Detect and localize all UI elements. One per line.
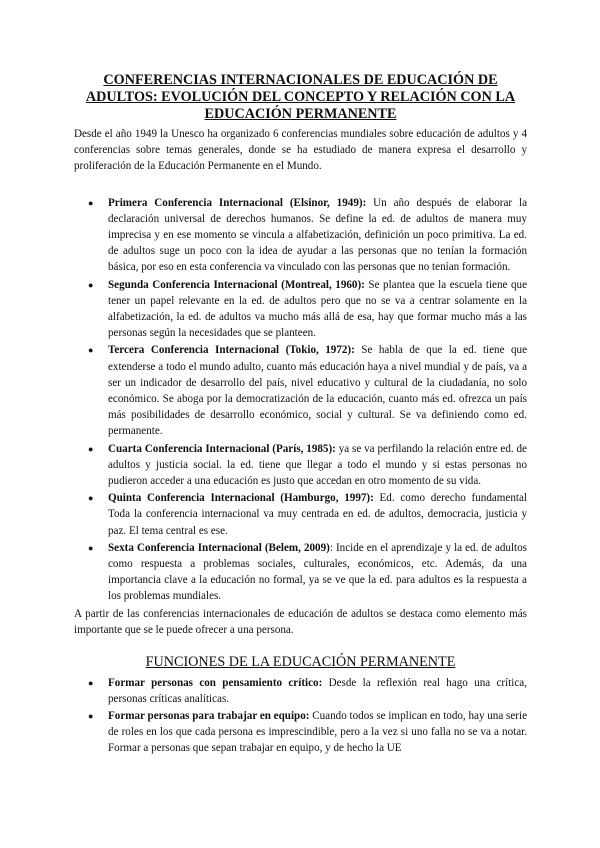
bullet-icon: ● — [88, 710, 94, 721]
list-item — [74, 490, 527, 539]
list-item — [74, 342, 527, 439]
item-heading: Cuarta Conferencia Internacional (París, 1985): — [108, 442, 336, 455]
item-heading: Primera Conferencia Internacional (Elsinor, 1949): — [108, 196, 367, 209]
item-heading: Formar personas con pensamiento crítico: — [108, 677, 323, 690]
list-item — [74, 540, 527, 605]
item-heading: Segunda Conferencia Internacional (Montreal, 1960): — [108, 278, 365, 291]
bullet-icon: ● — [88, 443, 94, 454]
bullet-icon: ● — [88, 542, 94, 553]
bullet-icon: ● — [88, 678, 94, 689]
item-heading: Sexta Conferencia Internacional (Belem, 2009) — [108, 541, 330, 554]
bullet-icon: ● — [88, 279, 94, 290]
list-item — [74, 277, 527, 342]
list-item — [74, 441, 527, 490]
item-text: Se habla de que la ed. tiene que extenderse a todo el mundo adulto, cuanto más educación haya a nivel mundial y de país, va a ser un indicador de desarrollo del país, nivel educativo y cultural de la ciudadanía, no solo económico. Se aboga por la democratización de la educación, cuanto más ed. ofrezca un país más posibilidades de desarrollo económico, social y cultural. Se va definiendo como ed. permanente. — [108, 344, 527, 438]
item-heading: Tercera Conferencia Internacional (Tokio, 1972): — [108, 344, 355, 357]
closing-paragraph: A partir de las conferencias internacionales de educación de adultos se destaca como elemento más importante que se le puede ofrecer a una persona. — [74, 607, 527, 636]
list-item — [74, 195, 527, 276]
intro-paragraph: Desde el año 1949 la Unesco ha organizado 6 conferencias mundiales sobre educación de adultos y 4 conferencias sobre temas generales, donde se ha estudiado de manera expresa el desarrollo y proliferación de la Educación Permanente en el Mundo. — [74, 128, 527, 173]
list-item — [74, 675, 527, 707]
item-text: Un año después de elaborar la declaración universal de derechos humanos. Se define la ed. de adultos de manera muy imprecisa y en ese momento se vincula a alfabetización, definición un poco primitiva. La ed. de adultos suge un poco con la idea de ayudar a las personas que no tenían la formación básica, por eso en esta conferencia va vinculado con las personas que no tenían formación. — [108, 196, 527, 274]
document-title: CONFERENCIAS INTERNACIONALES DE EDUCACIÓN DE ADULTOS: EVOLUCIÓN DEL CONCEPTO Y RELACIÓN CON LA EDUCACIÓN PERMANENTE — [85, 72, 516, 122]
bullet-icon: ● — [88, 345, 94, 356]
item-text: : Incide en el aprendizaje y la ed. de adultos como respuesta a problemas sociales, culturales, económicos, etc. Además, da una importancia clave a la educación no formal, ya se ve que la ed. para adultos es la respuesta a los problemas mundiales. — [108, 541, 527, 603]
item-text: Ed. como derecho fundamental Toda la conferencia internacional va muy centrada en ed. de adultos, democracia, justicia y paz. El tema central es ese. — [108, 492, 527, 537]
functions-list — [74, 675, 527, 756]
section-title: FUNCIONES DE LA EDUCACIÓN PERMANENTE — [145, 654, 456, 671]
item-heading: Quinta Conferencia Internacional (Hamburgo, 1997): — [108, 492, 374, 505]
item-heading: Formar personas para trabajar en equipo: — [108, 709, 310, 722]
item-text: ya se va perfilando la relación entre ed. de adultos y justicia social. la ed. tiene que llegar a todo el mundo y si estas personas no pudieron acceder a una educación es justo que accedan en otro momento de su vida. — [108, 442, 527, 488]
list-item — [74, 708, 527, 757]
item-text: Cuando todos se implican en todo, hay una serie de roles en los que cada persona es imprescindible, pero a la vez si uno falla no se va a notar. Formar a personas que sepan trabajar en equipo, y de hecho la UE — [108, 709, 527, 754]
bullet-icon: ● — [88, 493, 94, 504]
conferences-list — [74, 195, 527, 605]
item-text: Desde la reflexión real hago una crítica, personas críticas analíticas. — [108, 677, 527, 706]
item-text: Se plantea que la escuela tiene que tener un papel relevante en la ed. de adultos pero que no se va a centrar solamente en la alfabetización, la ed. de adultos va mucho más allá de esa, hay que formar mucho más a las personas según la necesidades que se planteen. — [108, 278, 528, 340]
bullet-icon: ● — [88, 197, 94, 208]
